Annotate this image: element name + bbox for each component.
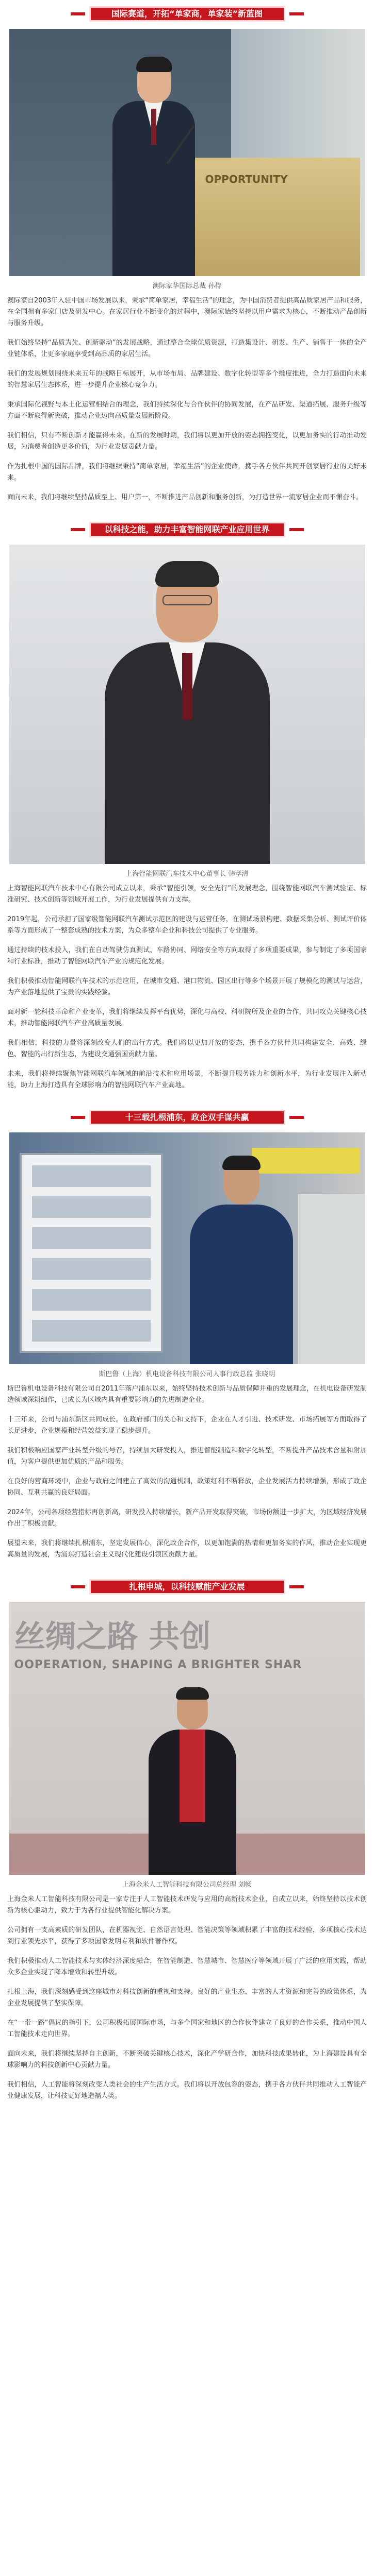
paragraph: 上海智能网联汽车技术中心有限公司成立以来，秉承“智能引领，安全先行”的发展理念，围绕智能网联汽车测试验证、标准研究、技术创新等领域开展工作，为行业发展提供有力支撑。 [7, 885, 367, 904]
paragraph: 我们相信，科技的力量将深刻改变人们的出行方式。我们将以更加开放的姿态，携手各方伙伴共同构建安全、高效、绿色、智能的出行新生态，为建设交通强国贡献力量。 [7, 1039, 367, 1058]
speaker-photo [9, 1602, 365, 1875]
paragraph: 在“一带一路”倡议的指引下，公司积极拓展国际市场，与多个国家和地区的合作伙伴建立了良好的合作关系，推动中国人工智能技术走向世界。 [7, 2019, 367, 2038]
paragraph: 2019年起，公司承担了国家级智能网联汽车测试示范区的建设与运营任务，在测试场景构建、数据采集分析、测试评价体系等方面形成了一整套成熟的技术方案，为众多整车企业和科技公司提供了专业服务。 [7, 916, 367, 935]
paragraph: 我们的发展规划围绕未来五年的战略目标展开，从市场布局、品牌建设、数字化转型等多个维度推进，全力打造面向未来的智慧家居生态体系，进一步提升企业核心竞争力。 [7, 370, 367, 389]
paragraph: 面向未来，我们将继续坚持自主创新，不断突破关键核心技术，深化产学研合作，加快科技成果转化，为上海建设具有全球影响力的科技创新中心贡献力量。 [7, 2050, 367, 2069]
speaker-photo [9, 545, 365, 864]
paragraph: 十三年来，公司与浦东新区共同成长。在政府部门的关心和支持下，企业在人才引进、技术研发、市场拓展等方面取得了长足进步，企业规模和经营效益实现了稳步提升。 [7, 1416, 367, 1435]
speaker-figure [112, 60, 195, 276]
machine [298, 1194, 365, 1364]
paragraph: 在良好的营商环境中，企业与政府之间建立了高效的沟通机制，政策红利不断释放，企业发展活力持续增强，形成了政企协同、互利共赢的良好局面。 [7, 1478, 367, 1497]
photo-caption: 上海智能网联汽车技术中心董事长 韩孝清 [125, 870, 249, 878]
paragraph: 2024年，公司各项经营指标再创新高，研发投入持续增长，新产品开发取得突破，市场份额进一步扩大，为区域经济发展作出了积极贡献。 [7, 1509, 367, 1528]
paragraph: 我们积极推动人工智能技术与实体经济深度融合，在智能制造、智慧城市、智慧医疗等领域开展了广泛的应用实践，帮助众多企业实现了降本增效和转型升级。 [7, 1957, 367, 1976]
display-board [20, 1153, 163, 1353]
section-1 [7, 0, 367, 503]
paragraph: 面对新一轮科技革命和产业变革，我们将继续发挥平台优势，深化与高校、科研院所及企业的合作，共同攻克关键核心技术，推动智能网联汽车产业高质量发展。 [7, 1008, 367, 1027]
backdrop-slogan: 丝绸之路 共创 [14, 1619, 211, 1655]
paragraph: 作为扎根中国的国际品牌，我们将继续秉持“简单家居，幸福生活”的企业使命，携手各方伙伴共同开创家居行业的美好未来。 [7, 463, 367, 482]
speaker-figure [105, 565, 270, 864]
podium-text: OPPORTUNITY [205, 173, 288, 185]
paragraph: 秉承国际化视野与本土化运营相结合的理念，我们持续深化与合作伙伴的协同发展，在产品研发、渠道拓展、服务升级等方面不断取得新突破，推动企业迈向高质量发展新阶段。 [7, 401, 367, 420]
paragraph: 我们相信，只有不断创新才能赢得未来。在新的发展时期，我们将以更加开放的姿态拥抱变化，以更加务实的行动推动发展，为消费者创造更多价值，为行业发展贡献力量。 [7, 432, 367, 451]
paragraph: 扎根上海，我们深刻感受到这座城市对科技创新的重视和支持。良好的产业生态、丰富的人才资源和完善的政策体系，为企业发展提供了坚实保障。 [7, 1988, 367, 2007]
paragraph: 上海金米人工智能科技有限公司是一家专注于人工智能技术研发与应用的高新技术企业，自成立以来，始终坚持以技术创新为核心驱动力，致力于为各行业提供智能化解决方案。 [7, 1895, 367, 1914]
paragraph: 公司拥有一支高素质的研发团队，在机器视觉、自然语言处理、智能决策等领域积累了丰富的技术经验，多项核心技术达到行业领先水平，获得了多项国家发明专利和软件著作权。 [7, 1926, 367, 1945]
paragraph: 我们相信，人工智能将深刻改变人类社会的生产生活方式。我们将以开放包容的姿态，携手各方伙伴共同推动人工智能产业健康发展，让科技更好地造福人类。 [7, 2081, 367, 2100]
paragraph: 澳际家自2003年入驻中国市场发展以来，秉承“简单家居，幸福生活”的理念，为中国消费者提供高品质家居产品和服务，在全国拥有多家门店及研发中心。在家居行业不断变化的过程中，澳际家始终坚持以用户需求为核心，不断推动产品创新与服务升级。 [7, 297, 367, 327]
paragraph: 我们始终坚持“品质为先、创新驱动”的发展战略，通过整合全球优质资源，打造集设计、研发、生产、销售于一体的全产业链体系，让更多家庭享受到高品质的家居生活。 [7, 339, 367, 358]
section-banner: 十三载扎根浦东，政企双手谋共赢 [89, 1110, 285, 1125]
section-banner: 国际赛道，开拓“单家商，单家装”新蓝图 [89, 6, 285, 22]
paragraph: 未来，我们将持续聚焦智能网联汽车领域的前沿技术和应用场景，不断提升服务能力和创新水平，为行业发展注入新动能，助力上海打造具有全球影响力的智能网联汽车产业高地。 [7, 1070, 367, 1089]
section-2 [7, 522, 367, 1091]
section-banner: 扎根申城，以科技赋能产业发展 [89, 1579, 285, 1595]
backdrop-slogan-en: OOPERATION, SHAPING A BRIGHTER SHAR [14, 1658, 302, 1671]
speaker-photo [9, 29, 365, 276]
paragraph: 我们积极推动智能网联汽车技术的示范应用，在城市交通、港口物流、园区出行等多个场景开展了规模化的测试与运营，为产业落地提供了宝贵的实践经验。 [7, 977, 367, 996]
photo-caption: 斯巴鲁（上海）机电设备科技有限公司人事行政总监 张晓明 [99, 1370, 275, 1378]
speaker-figure [190, 1158, 293, 1364]
speaker-photo [9, 1132, 365, 1364]
section-4 [7, 1579, 367, 2102]
speaker-figure [149, 1689, 236, 1875]
section-banner: 以科技之能，助力丰富智能网联产业应用世界 [89, 522, 285, 537]
paragraph: 我们积极响应国家产业转型升级的号召，持续加大研发投入，推进智能制造和数字化转型，不断提升产品技术含量和附加值，为客户提供更加优质的产品和服务。 [7, 1447, 367, 1466]
section-3 [7, 1110, 367, 1561]
photo-caption: 上海金米人工智能科技有限公司总经理 刘畅 [122, 1881, 252, 1889]
paragraph: 斯巴鲁机电设备科技有限公司自2011年落户浦东以来，始终坚持技术创新与品质保障并重的发展理念，在机电设备研发制造领域深耕细作，已成长为区域内具有重要影响力的先进制造企业。 [7, 1385, 367, 1404]
photo-caption: 澳际家华国际总裁 孙侍 [152, 282, 222, 290]
paragraph: 面向未来，我们将继续坚持品质至上、用户第一，不断推进产品创新和服务创新，为打造世界一流家居企业而不懈奋斗。 [7, 494, 363, 501]
paragraph: 展望未来，我们将继续扎根浦东，坚定发展信心，深化政企合作，以更加饱满的热情和更加务实的作风，推动企业实现更高质量的发展，为浦东打造社会主义现代化建设引领区贡献力量。 [7, 1539, 367, 1558]
paragraph: 通过持续的技术投入，我们在自动驾驶仿真测试、车路协同、网络安全等方向取得了多项重要成果，参与制定了多项国家和行业标准，推动了智能网联汽车产业的规范化发展。 [7, 946, 367, 965]
